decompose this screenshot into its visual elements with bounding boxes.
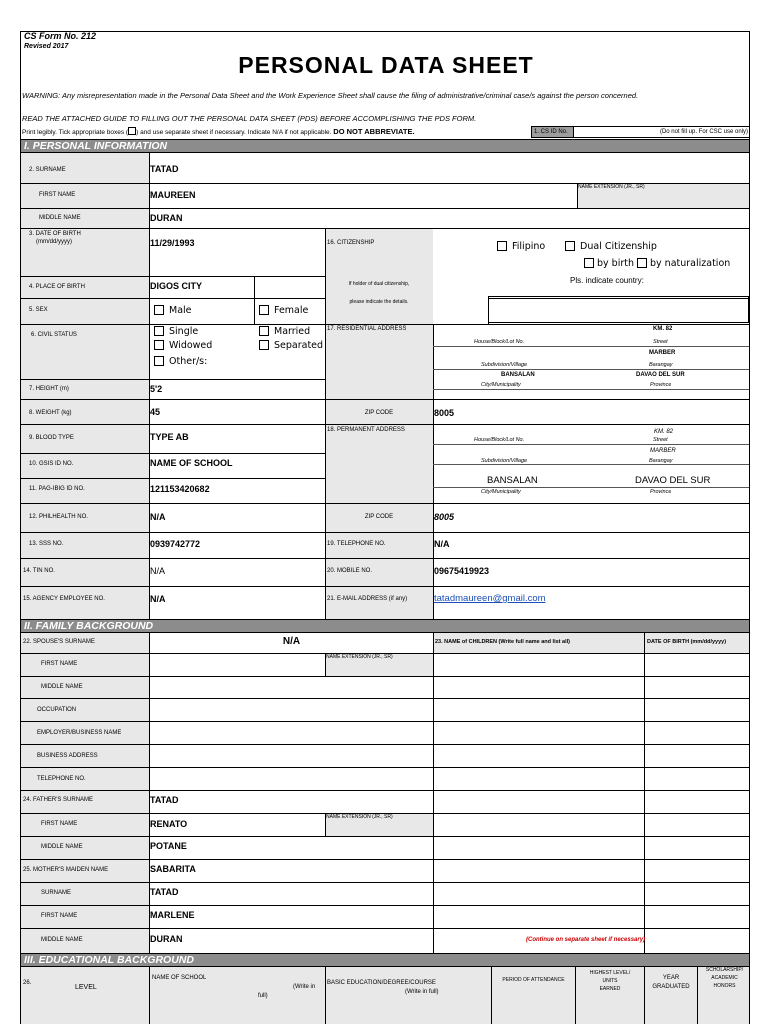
perm-zip-value[interactable]: 8005 [434,512,455,522]
sss-label: 13. SSS NO. [29,541,64,547]
res-province-value[interactable]: DAVAO DEL SUR [636,372,685,378]
spouse-employer-label: EMPLOYER/BUSINESS NAME [37,730,122,736]
perm-street-caption: Street [653,437,668,443]
telephone-label: 19. TELEPHONE NO. [327,541,386,547]
email-value[interactable]: tatadmaureen@gmail.com [434,593,546,604]
agency-employee-value[interactable]: N/A [150,594,166,604]
weight-value[interactable]: 45 [150,407,161,417]
education-scholarship-header: SCHOLARSHIP/ ACADEMIC HONORS [705,967,744,989]
country-field[interactable] [488,296,749,323]
perm-km-value[interactable]: KM. 82 [654,429,674,435]
indicate-country-label: Pls. indicate country: [570,276,644,285]
civil-single[interactable]: Single [154,326,198,337]
res-house-caption: House/Block/Lot No. [474,339,525,345]
perm-house-caption: House/Block/Lot No. [474,437,525,443]
middle-name-label: MIDDLE NAME [39,215,81,221]
tin-label: 14. TIN NO. [23,568,55,574]
education-level-header: LEVEL [75,984,97,991]
checkbox[interactable] [154,340,164,350]
spouse-surname-value[interactable]: N/A [282,636,301,647]
checkbox[interactable] [259,305,269,315]
father-name-ext-label: NAME EXTENSION (JR., SR) [326,814,393,820]
res-street-caption: Street [653,339,668,345]
pagibig-label: 11. PAG-IBIG ID NO. [29,486,85,492]
philhealth-label: 12. PHILHEALTH NO. [29,514,88,520]
cs-id-field: (Do not fill up. For CSC use only) [574,126,750,138]
form-revision: Revised 2017 [24,43,69,50]
dob-value[interactable]: 11/29/1993 [150,238,195,248]
education-item-number: 26. [23,980,32,986]
height-value[interactable]: 5'2 [150,384,163,394]
civil-married[interactable]: Married [259,326,310,337]
dob-label: 3. DATE OF BIRTH (mm/dd/yyyy) [29,231,81,245]
father-first-name-value[interactable]: RENATO [150,819,188,829]
tick-box-sample [128,127,136,135]
child-dob-header: DATE OF BIRTH (mm/dd/yyyy) [647,639,727,645]
mother-maiden-label: 25. MOTHER'S MAIDEN NAME [23,867,109,873]
mother-maiden-value[interactable]: SABARITA [150,864,196,874]
res-zip-label: ZIP CODE [364,410,394,416]
blood-type-label: 9. BLOOD TYPE [29,435,74,441]
sex-label: 5. SEX [29,307,48,313]
weight-label: 8. WEIGHT (kg) [29,410,72,416]
children-header: 23. NAME of CHILDREN (Write full name and list all) [435,639,570,645]
print-instruction: Print legibly. Tick appropriate boxes ( ) and use separate sheet if necessary. Indicate N/A if not applicable. DO NOT ABBREVIATE. [22,127,415,136]
mother-surname-value[interactable]: TATAD [150,887,179,897]
guide-instruction: READ THE ATTACHED GUIDE TO FILLING OUT THE PERSONAL DATA SHEET (PDS) BEFORE ACCOMPLISHING THE PDS FORM. [22,114,477,123]
cs-id-label: 1. CS ID No. [531,126,574,138]
res-barangay-caption: Barangay [649,362,673,368]
perm-barangay-value[interactable]: MARBER [650,448,676,454]
checkbox[interactable] [637,258,647,268]
section-educational-background: III. EDUCATIONAL BACKGROUND [21,953,750,967]
gsis-label: 10. GSIS ID NO. [29,461,74,467]
civil-widowed[interactable]: Widowed [154,340,212,351]
residential-address-label: 17. RESIDENTIAL ADDRESS [327,326,407,332]
checkbox[interactable] [497,241,507,251]
telephone-value[interactable]: N/A [434,539,450,549]
mobile-value[interactable]: 09675419923 [434,566,490,576]
mother-first-name-label: FIRST NAME [41,913,78,919]
res-km-value[interactable]: KM. 82 [653,326,673,332]
spouse-middle-name-label: MIDDLE NAME [41,684,83,690]
education-period-header: PERIOD OF ATTENDANCE [502,977,565,983]
warning-text: WARNING: Any misrepresentation made in the Personal Data Sheet and the Work Experience Sheet shall cause the filing of administrative/criminal case/s against the person concerned. [22,91,639,100]
personal-data-sheet-form [20,31,750,1024]
pob-value[interactable]: DIGOS CITY [150,281,203,291]
perm-barangay-caption: Barangay [649,458,673,464]
perm-province-value[interactable]: DAVAO DEL SUR [635,475,711,486]
dual-citizenship-note: If holder of dual citizenship, [348,281,410,287]
middle-name-value[interactable]: DURAN [150,213,183,223]
continue-note: (Continue on separate sheet if necessary) [526,937,646,943]
form-number: CS Form No. 212 [24,31,97,41]
dual-by-birth[interactable]: by birth [584,258,634,269]
sex-female[interactable]: Female [259,305,308,316]
spouse-first-name-label: FIRST NAME [41,661,78,667]
civil-status-label: 6. CIVIL STATUS [31,332,77,338]
dual-citizenship-note-2: please indicate the details. [349,299,409,305]
first-name-label: FIRST NAME [39,192,76,198]
checkbox[interactable] [259,340,269,350]
father-middle-name-label: MIDDLE NAME [41,844,83,850]
mother-first-name-value[interactable]: MARLENE [150,910,195,920]
sex-male[interactable]: Male [154,305,192,316]
checkbox[interactable] [154,326,164,336]
surname-value[interactable]: TATAD [150,164,179,174]
education-course-header: BASIC EDUCATION/DEGREE/COURSE [327,980,436,986]
spouse-name-ext-label: NAME EXTENSION (JR., SR) [326,654,393,660]
father-surname-value[interactable]: TATAD [150,795,179,805]
education-school-header-2: (Write in [293,984,316,990]
res-barangay-value[interactable]: MARBER [649,350,676,356]
checkbox[interactable] [259,326,269,336]
perm-subdivision-caption: Subdivision/Village [481,458,528,464]
mobile-label: 20. MOBILE NO. [327,568,373,574]
blood-type-value[interactable]: TYPE AB [150,432,189,442]
philhealth-value[interactable]: N/A [150,512,166,522]
res-city-value[interactable]: BANSALAN [501,372,535,378]
first-name-value[interactable]: MAUREEN [150,190,196,200]
civil-others[interactable]: Other/s: [154,356,207,367]
checkbox[interactable] [154,305,164,315]
perm-zip-label: ZIP CODE [364,514,394,520]
checkbox[interactable] [154,356,164,366]
mother-middle-name-label: MIDDLE NAME [41,937,83,943]
spouse-telephone-label: TELEPHONE NO. [37,776,86,782]
citizenship-label: 16. CITIZENSHIP [327,240,375,246]
education-school-header: NAME OF SCHOOL [152,975,207,981]
education-highest-header: HIGHEST LEVEL/ UNITS EARNED [589,970,631,992]
perm-city-caption: City/Municipality [481,489,521,495]
surname-label: 2. SURNAME [29,167,66,173]
agency-employee-label: 15. AGENCY EMPLOYEE NO. [23,596,105,602]
mother-surname-label: SURNAME [41,890,72,896]
email-label: 21. E-MAIL ADDRESS (if any) [327,596,408,602]
spouse-business-address-label: BUSINESS ADDRESS [37,753,98,759]
res-zip-value[interactable]: 8005 [434,408,455,418]
citizenship-filipino[interactable]: Filipino [497,241,545,252]
father-first-name-label: FIRST NAME [41,821,78,827]
height-label: 7. HEIGHT (m) [29,386,69,392]
father-surname-label: 24. FATHER'S SURNAME [23,797,94,803]
mother-middle-name-value[interactable]: DURAN [150,934,183,944]
education-school-header-3: full) [258,993,268,999]
perm-province-caption: Province [650,489,672,495]
section-family-background: II. FAMILY BACKGROUND [21,619,750,633]
perm-city-value[interactable]: BANSALAN [487,475,538,486]
permanent-address-label: 18. PERMANENT ADDRESS [327,427,405,433]
dual-by-naturalization[interactable]: by naturalization [637,258,730,269]
spouse-surname-label: 22. SPOUSE'S SURNAME [23,639,95,645]
sss-value[interactable]: 0939742772 [150,539,201,549]
pob-label: 4. PLACE OF BIRTH [29,284,85,290]
section-personal-information: I. PERSONAL INFORMATION [21,139,750,153]
pagibig-value[interactable]: 121153420682 [150,484,210,494]
gsis-value[interactable]: NAME OF SCHOOL [150,458,233,468]
spouse-occupation-label: OCCUPATION [37,707,77,713]
checkbox[interactable] [565,241,575,251]
education-year-header: YEAR GRADUATED [652,975,690,990]
civil-separated[interactable]: Separated [259,340,323,351]
res-city-caption: City/Municipality [481,382,521,388]
father-middle-name-value[interactable]: POTANE [150,841,187,851]
education-course-header-2: (Write in full) [405,989,439,995]
checkbox[interactable] [584,258,594,268]
name-extension-label: NAME EXTENSION (JR., SR) [578,184,645,190]
page-title: PERSONAL DATA SHEET [238,52,534,78]
tin-value[interactable]: N/A [150,566,166,576]
res-subdivision-caption: Subdivision/Village [481,362,528,368]
res-province-caption: Province [650,382,672,388]
citizenship-dual[interactable]: Dual Citizenship [565,241,657,252]
